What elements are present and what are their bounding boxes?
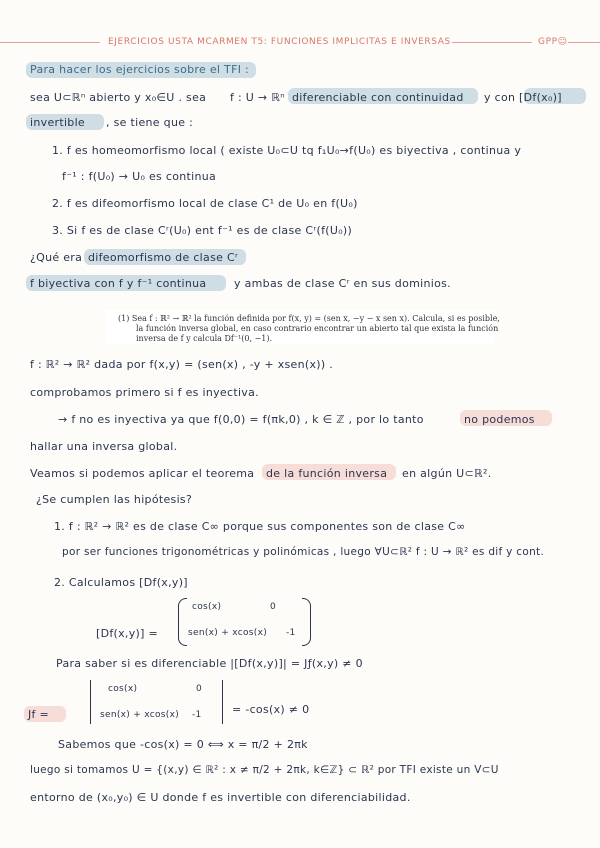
determinant-bar-left	[90, 680, 91, 724]
solution-s10: Para saber si es diferenciable |[Df(x,y)]| = Jƒ(x,y) ≠ 0	[56, 657, 363, 670]
solution-s7: 1. f : ℝ² → ℝ² es de clase C∞ porque sus componentes son de clase C∞	[54, 520, 466, 533]
theory-line1-b: f : U → ℝⁿ	[230, 91, 285, 104]
theory-answer-b: y ambas de clase Cʳ en sus dominios.	[234, 277, 451, 290]
solution-s11: Sabemos que -cos(x) = 0 ⟺ x = π/2 + 2πk	[58, 738, 308, 751]
theory-line1-c: diferenciable con continuidad	[292, 91, 464, 104]
header-rule-mid	[452, 42, 532, 43]
solution-s13: entorno de (x₀,y₀) ∈ U donde f es invertible con diferenciabilidad.	[30, 791, 411, 804]
determinant-result: = -cos(x) ≠ 0	[232, 703, 310, 716]
solution-s5-b: de la función inversa	[266, 467, 388, 480]
theory-question-b: difeomorfismo de clase Cʳ	[88, 251, 239, 264]
header-title: EJERCICIOS USTA MCARMEN T5: FUNCIONES IMPLICITAS E INVERSAS	[108, 37, 451, 47]
theory-line2-a: invertible	[30, 116, 86, 129]
solution-s5-a: Veamos si podemos aplicar el teorema	[30, 467, 255, 480]
solution-s6: ¿Se cumplen las hipótesis?	[36, 493, 193, 506]
det-cell-21: sen(x) + xcos(x)	[100, 710, 180, 720]
det-cell-11: cos(x)	[108, 684, 138, 694]
solution-s3-b: no podemos	[464, 413, 535, 426]
theory-question-a: ¿Qué era	[30, 251, 83, 264]
header-rule-right	[568, 42, 600, 43]
determinant-label: Jf =	[28, 708, 50, 721]
solution-s8: por ser funciones trigonométricas y polinómicas , luego ∀U⊂ℝ² f : U → ℝ² es dif y cont.	[62, 546, 545, 558]
theory-line1-d: y con [Df(x₀)]	[484, 91, 562, 104]
problem-line1: (1) Sea f : ℝ² → ℝ² la función definida por f(x, y) = (sen x, −y − x sen x). Calcula, si es posible,	[118, 314, 500, 323]
problem-statement	[106, 310, 500, 344]
theory-item3: 3. Si f es de clase Cʳ(U₀) ent f⁻¹ es de clase Cʳ(f(U₀))	[52, 224, 353, 237]
theory-intro: Para hacer los ejercicios sobre el TFI :	[30, 63, 250, 76]
solution-s9: 2. Calculamos [Df(x,y)]	[54, 576, 188, 589]
header-logo: GPP☺	[538, 37, 568, 47]
solution-s3-a: → f no es inyectiva ya que f(0,0) = f(πk,0) , k ∈ ℤ , por lo tanto	[58, 413, 424, 426]
solution-s1: f : ℝ² → ℝ² dada por f(x,y) = (sen(x) , -y + xsen(x)) .	[30, 358, 334, 371]
header-rule-left	[0, 42, 100, 43]
matrix-cell-11: cos(x)	[192, 602, 222, 612]
theory-line1-a: sea U⊂ℝⁿ abierto y x₀∈U . sea	[30, 91, 207, 104]
matrix-cell-22: -1	[286, 628, 296, 638]
matrix-bracket-left	[178, 598, 187, 646]
determinant-bar-right	[222, 680, 223, 724]
solution-s2: comprobamos primero si f es inyectiva.	[30, 386, 259, 399]
problem-line2: la función inversa global, en caso contrario encontrar un abierto tal que exista la función	[136, 324, 499, 333]
matrix-bracket-right	[302, 598, 311, 646]
solution-s12: luego si tomamos U = {(x,y) ∈ ℝ² : x ≠ π/2 + 2πk, k∈ℤ} ⊂ ℝ² por TFI existe un V⊂U	[30, 764, 499, 776]
solution-s4: hallar una inversa global.	[30, 440, 178, 453]
matrix-cell-21: sen(x) + xcos(x)	[188, 628, 268, 638]
jacobian-label: [Df(x,y)] =	[96, 627, 159, 640]
solution-s5-c: en algún U⊂ℝ².	[402, 467, 492, 480]
theory-answer-a: f biyectiva con f y f⁻¹ continua	[30, 277, 207, 290]
theory-item1-b: f⁻¹ : f(U₀) → U₀ es continua	[62, 170, 217, 183]
matrix-cell-12: 0	[270, 602, 277, 612]
theory-line2-b: , se tiene que :	[106, 116, 194, 129]
theory-item2: 2. f es difeomorfismo local de clase C¹ de U₀ en f(U₀)	[52, 197, 358, 210]
det-cell-22: -1	[192, 710, 202, 720]
det-cell-12: 0	[196, 684, 203, 694]
theory-item1-a: 1. f es homeomorfismo local ( existe U₀⊂U tq f₁U₀→f(U₀) es biyectiva , continua y	[52, 144, 522, 157]
problem-line3: inversa de f y calcula Df⁻¹(0, −1).	[136, 334, 273, 343]
